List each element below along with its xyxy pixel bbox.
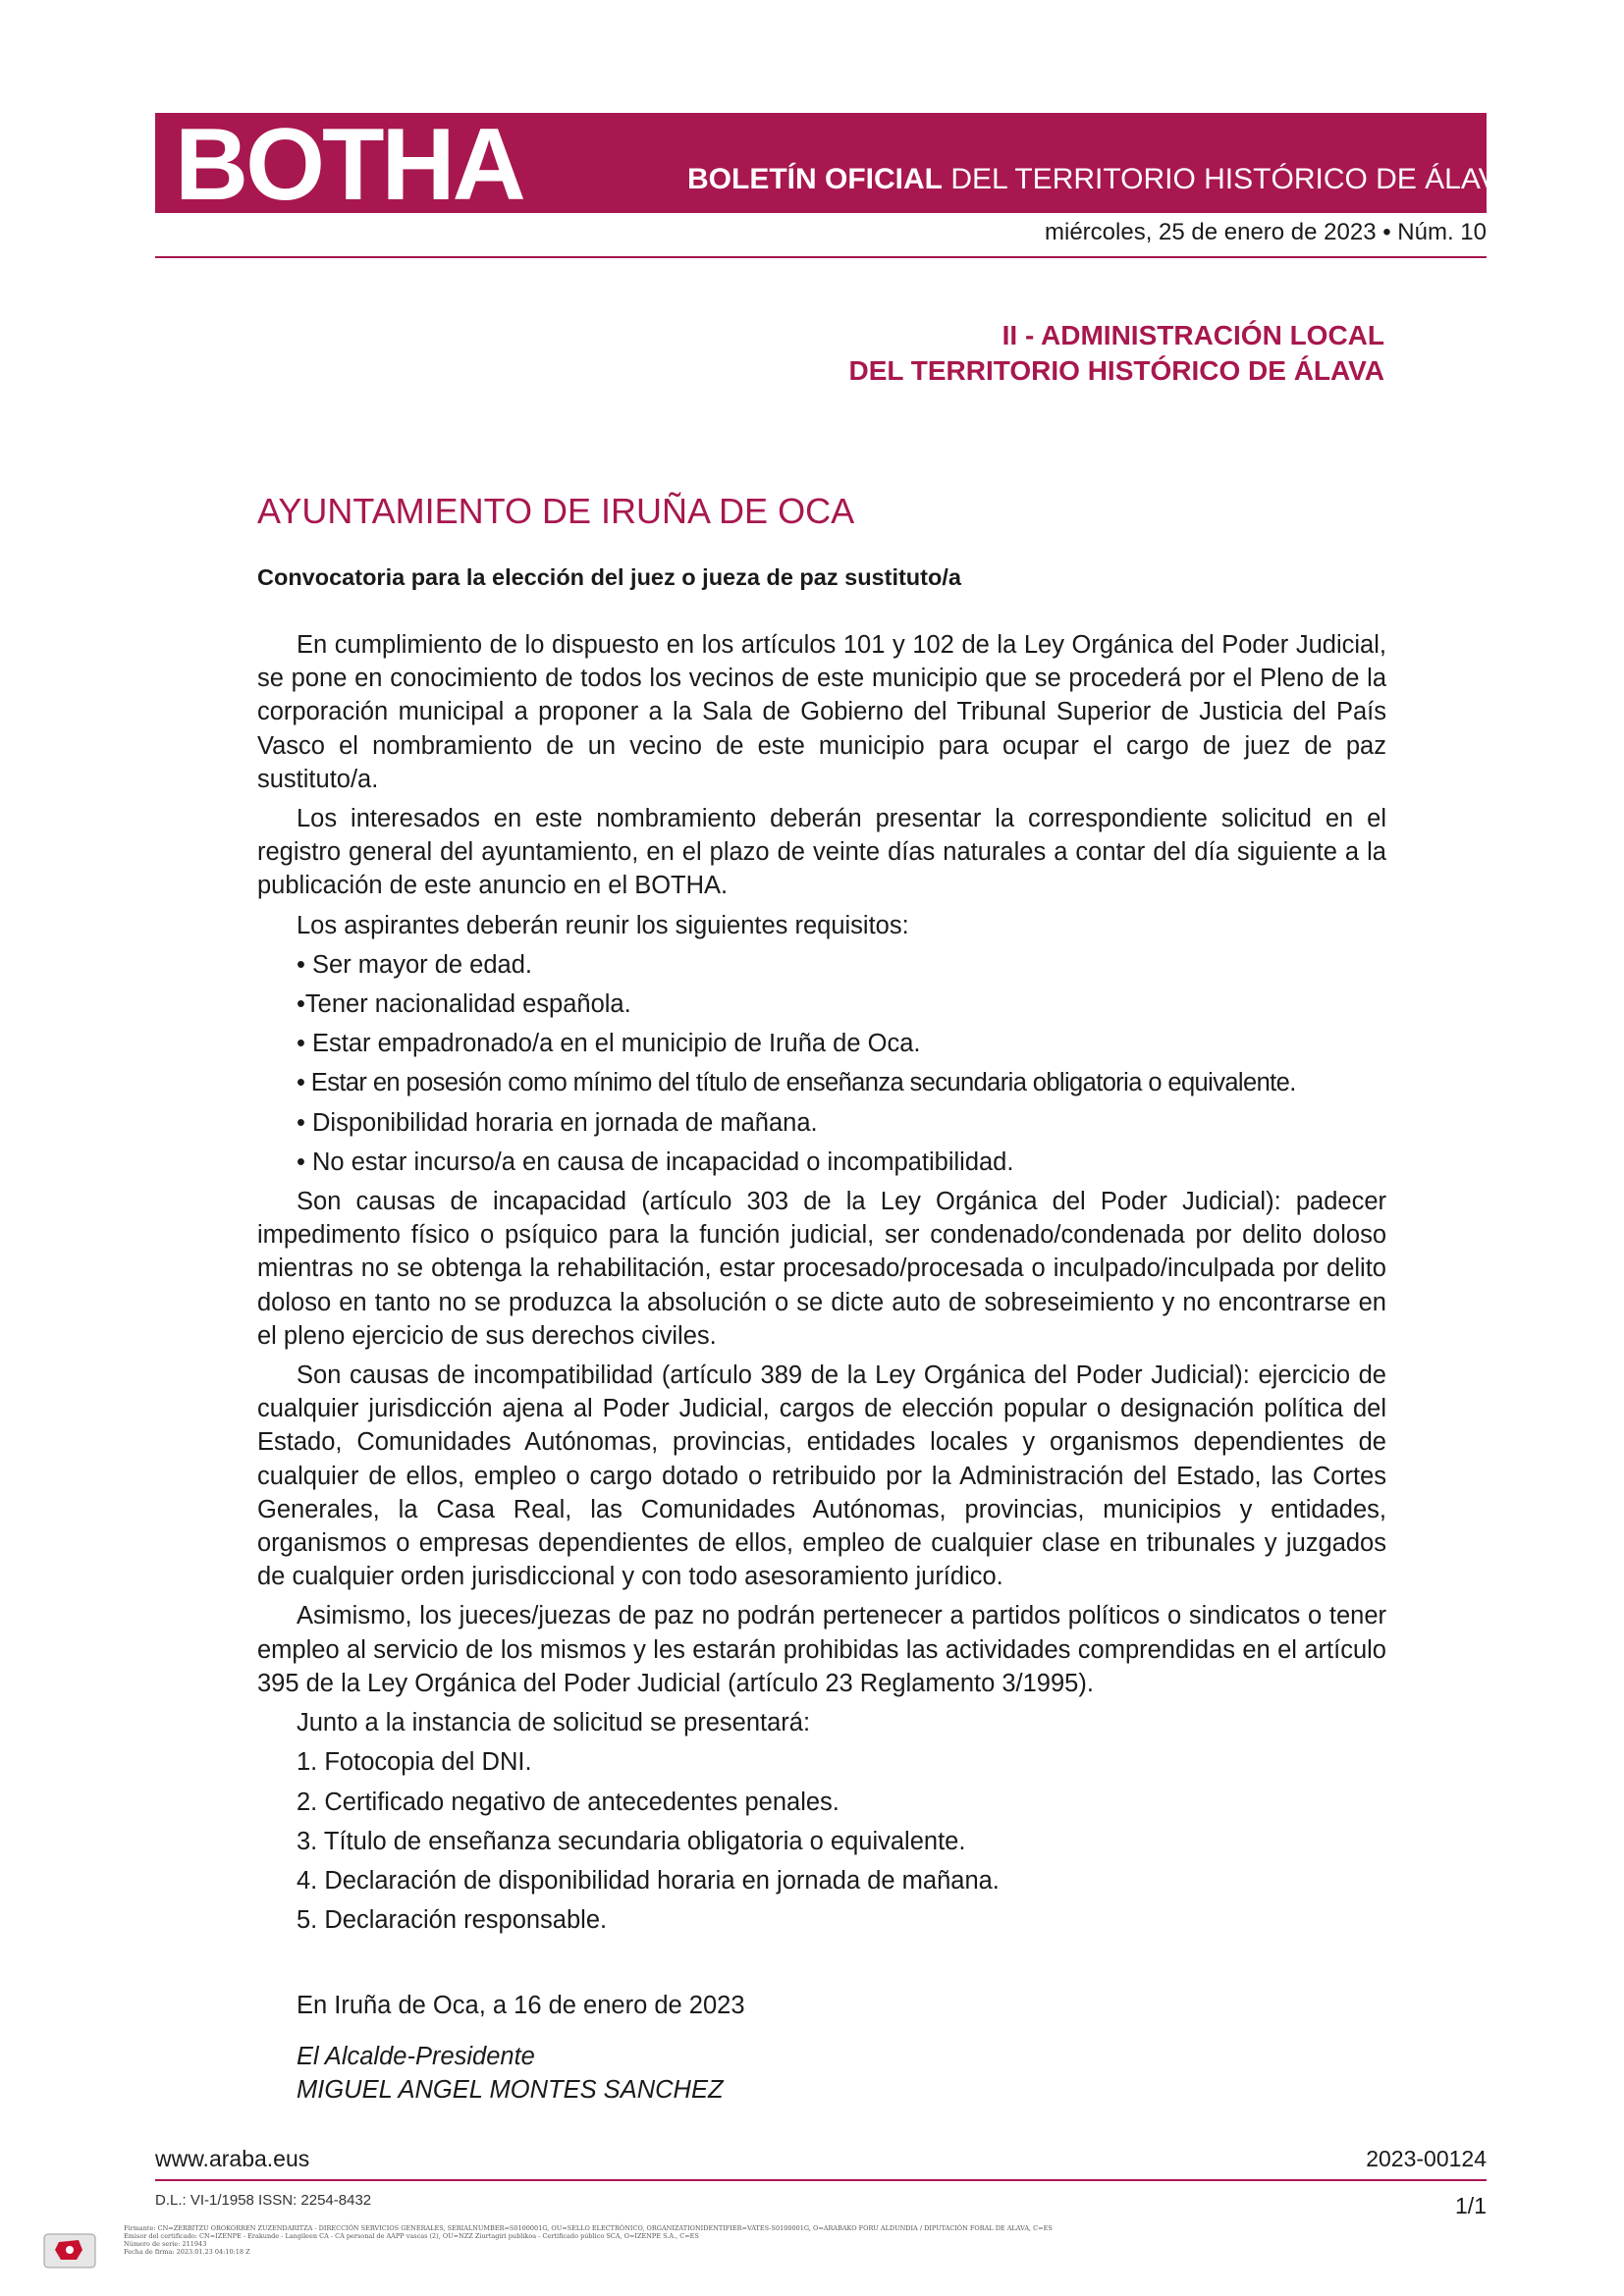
signature-line: Número de serie: 211943 (124, 2240, 207, 2248)
paragraph: En cumplimiento de lo dispuesto en los artículos 101 y 102 de la Ley Orgánica del Poder Judicial, se pone en conocimiento de todos los vecinos de este municipio que se procederá por el Pleno de la corporación municipal a proponer a la Sala de Gobierno del Tribunal Superior de Justicia del País Vasco el nombramiento de un vecino de este municipio para ocupar el cargo de juez de paz sustituto/a. (257, 631, 1386, 793)
paragraph: Junto a la instancia de solicitud se presentará: (297, 1709, 811, 1737)
footer-page-number: 1/1 (1455, 2193, 1487, 2218)
digital-signature-block (124, 2224, 1400, 2256)
section-title (589, 318, 1384, 389)
document-list-item: 2. Certificado negativo de antecedentes penales. (297, 1788, 839, 1816)
signatory (297, 2040, 724, 2107)
gazette-name (687, 163, 1516, 196)
section-title-line-2: DEL TERRITORIO HISTÓRICO DE ÁLAVA (848, 355, 1384, 386)
issuing-entity: AYUNTAMIENTO DE IRUÑA DE OCA (257, 491, 855, 531)
gazette-logo: BOTHA (175, 108, 523, 222)
document-list-item: 4. Declaración de disponibilidad horaria en jornada de mañana. (297, 1866, 1000, 1895)
paragraph: Los aspirantes deberán reunir los siguientes requisitos: (297, 911, 909, 939)
signatory-title: El Alcalde-Presidente (297, 2043, 535, 2070)
place-and-date: En Iruña de Oca, a 16 de enero de 2023 (297, 1992, 745, 2019)
footer-divider (155, 2179, 1487, 2181)
document-list-item: 3. Título de enseñanza secundaria obligatoria o equivalente. (297, 1827, 966, 1855)
footer-website: www.araba.eus (155, 2146, 310, 2171)
requirement-item: • Ser mayor de edad. (297, 950, 532, 979)
signature-line: Emisor del certificado: CN=IZENPE - Erakunde - Langileen CA - CA personal de AAPP vascas (2), OU=NZZ Ziurtagiri publikoa - Certificado público SCA, O=IZENPE S.A., C=ES (124, 2232, 699, 2240)
document-body (257, 628, 1386, 1943)
requirement-item: • Estar en posesión como mínimo del título de enseñanza secundaria obligatoria o equivalente. (297, 1069, 1296, 1097)
footer-reference: 2023-00124 (1366, 2146, 1487, 2171)
document-list-item: 1. Fotocopia del DNI. (297, 1748, 532, 1777)
signature-line: Fecha de firma: 2023.01.23 04:10:18 Z (124, 2248, 250, 2256)
signatory-name: MIGUEL ANGEL MONTES SANCHEZ (297, 2076, 724, 2104)
gazette-name-bold: BOLETÍN OFICIAL (687, 163, 943, 195)
requirement-item: •Tener nacionalidad española. (297, 990, 631, 1019)
document-list-item: 5. Declaración responsable. (297, 1906, 608, 1935)
paragraph: Asimismo, los jueces/juezas de paz no podrán pertenecer a partidos políticos o sindicatos o tener empleo al servicio de los mismos y les estarán prohibidas las actividades comprendidas en el artículo 395 de la Ley Orgánica del Poder Judicial (artículo 23 Reglamento 3/1995). (257, 1602, 1386, 1697)
electronic-seal-icon (41, 2226, 98, 2275)
document-heading: Convocatoria para la elección del juez o jueza de paz sustituto/a (257, 564, 961, 590)
requirement-item: • Estar empadronado/a en el municipio de Iruña de Oca. (297, 1030, 921, 1058)
issue-date: miércoles, 25 de enero de 2023 • Núm. 10 (1045, 219, 1487, 245)
header-divider (155, 256, 1487, 258)
paragraph: Son causas de incompatibilidad (artículo 389 de la Ley Orgánica del Poder Judicial): ejercicio de cualquier jurisdicción ajena al Poder Judicial, cargos de elección popular o designación política del Estado, Comunidades Autónomas, provincias, entidades locales y organismos dependientes de cualquier de ellos, empleo o cargo dotado o retribuido por la Administración del Estado, las Cortes Generales, la Casa Real, las Comunidades Autónomas, provincias, municipios y entidades, organismos o empresas dependientes de ellos, empleo de cualquier clase en tribunales y juzgados de cualquier orden jurisdiccional y con todo asesoramiento jurídico. (257, 1362, 1386, 1591)
paragraph: Son causas de incapacidad (artículo 303 de la Ley Orgánica del Poder Judicial): padecer impedimento físico o psíquico para la función judicial, ser condenado/condenada por delito doloso mientras no se obtenga la rehabilitación, estar procesado/procesada o inculpado/inculpada por delito doloso en tanto no se produzca la absolución o se dicte auto de sobreseimiento y no encontrarse en el pleno ejercicio de sus derechos civiles. (257, 1188, 1386, 1350)
signature-line: Firmante: CN=ZERBITZU OROKORREN ZUZENDARITZA - DIRECCIÓN SERVICIOS GENERALES, SERIALNUMBER=S0100001G, OU=SELLO ELECTRÓNICO, ORGANIZATIONIDENTIFIER=VATES-S0100001G, O=ARABAKO FORU ALDUNDIA / DIPUTACIÓN FORAL DE ALAVA, C=ES (124, 2224, 1053, 2232)
section-title-line-1: II - ADMINISTRACIÓN LOCAL (1001, 320, 1384, 350)
requirement-item: • Disponibilidad horaria en jornada de mañana. (297, 1108, 818, 1137)
gazette-name-rest: DEL TERRITORIO HISTÓRICO DE ÁLAVA (942, 163, 1516, 195)
requirement-item: • No estar incurso/a en causa de incapacidad o incompatibilidad. (297, 1148, 1014, 1176)
footer-legal-deposit: D.L.: VI-1/1958 ISSN: 2254-8432 (155, 2192, 372, 2209)
paragraph: Los interesados en este nombramiento deberán presentar la correspondiente solicitud en el registro general del ayuntamiento, en el plazo de veinte días naturales a contar del día siguiente a la publicación de este anuncio en el BOTHA. (257, 805, 1386, 900)
